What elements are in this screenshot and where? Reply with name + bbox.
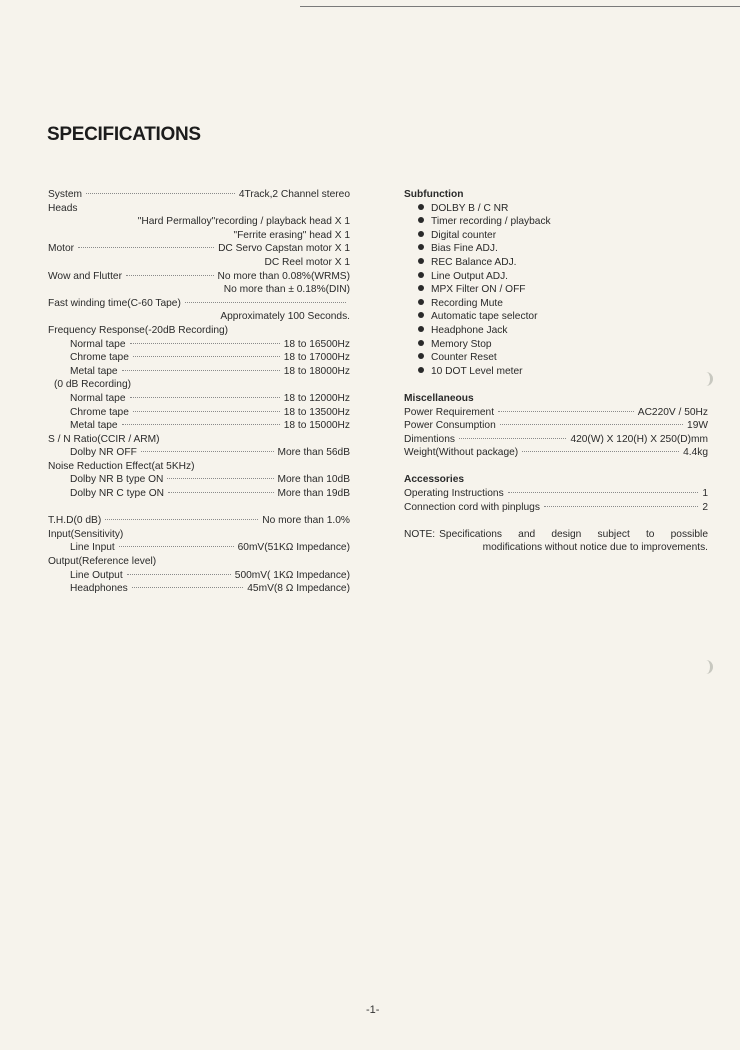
leader-dots	[127, 573, 231, 575]
specs-right-column	[404, 188, 708, 555]
spec-value: 18 to 15000Hz	[283, 420, 350, 432]
subfunction-item	[404, 338, 708, 352]
spec-label: Metal tape	[70, 420, 118, 432]
spec-value: No more than 1.0%	[262, 515, 350, 527]
miscellaneous-row	[404, 419, 708, 433]
leader-dots	[132, 586, 243, 588]
spec-label: Wow and Flutter	[48, 270, 122, 282]
spec-row	[48, 338, 350, 352]
subfunction-item	[404, 351, 708, 365]
spec-row	[48, 242, 350, 256]
spec-row	[48, 406, 350, 420]
page-title: SPECIFICATIONS	[47, 124, 201, 145]
miscellaneous-row	[404, 433, 708, 447]
bullet-icon	[418, 244, 424, 250]
spec-heading-line: Noise Reduction Effect(at 5KHz)	[48, 460, 195, 472]
spec-row	[48, 270, 350, 284]
spec-heading-line: Input(Sensitivity)	[48, 528, 124, 540]
spec-label: System	[48, 189, 82, 200]
bullet-icon	[418, 340, 424, 346]
subfunction-item	[404, 242, 708, 256]
spec-label: T.H.D(0 dB)	[48, 515, 102, 527]
spec-value: 18 to 12000Hz	[283, 392, 350, 404]
subfunction-text: Timer recording / playback	[431, 216, 551, 228]
spec-label: Connection cord with pinplugs	[404, 501, 540, 513]
subfunction-item	[404, 297, 708, 311]
subfunction-text: Digital counter	[431, 229, 497, 241]
subfunction-item	[404, 283, 708, 297]
subfunction-text: REC Balance ADJ.	[431, 256, 517, 268]
bullet-icon	[418, 258, 424, 264]
spec-value: 2	[702, 501, 708, 513]
leader-dots	[133, 355, 280, 357]
punch-hole-mark	[700, 660, 713, 674]
leader-dots	[122, 369, 280, 371]
spec-continuation	[48, 215, 350, 229]
spec-label: Power Requirement	[404, 406, 495, 418]
subfunction-text: Counter Reset	[431, 352, 497, 364]
subfunction-item	[404, 215, 708, 229]
spec-row	[48, 473, 350, 487]
spec-heading-line: Frequency Response(-20dB Recording)	[48, 324, 229, 336]
bullet-icon	[418, 231, 424, 237]
spec-heading-line: S / N Ratio(CCIR / ARM)	[48, 433, 160, 445]
spec-row	[48, 487, 350, 501]
subfunction-text: Bias Fine ADJ.	[431, 243, 498, 255]
accessories-heading: Accessories	[404, 474, 465, 486]
spec-value: 18 to 18000Hz	[283, 365, 350, 377]
spec-continuation	[48, 283, 350, 297]
spec-heading-line: (0 dB Recording)	[54, 379, 132, 391]
note-line-1: Specifications and design subject to possible	[439, 528, 708, 540]
accessories-list	[404, 487, 708, 514]
leader-dots	[130, 396, 280, 398]
leader-dots	[185, 301, 346, 303]
spec-label: Dolby NR C type ON	[70, 488, 164, 500]
spec-value: More than 19dB	[277, 488, 350, 500]
spec-label: Dolby NR OFF	[70, 447, 137, 459]
spec-value: Approximately 100 Seconds.	[220, 311, 350, 323]
leader-dots	[78, 246, 214, 248]
spec-row	[48, 351, 350, 365]
page-number: -1-	[366, 1004, 380, 1016]
spec-continuation	[48, 229, 350, 243]
subfunction-text: Memory Stop	[431, 338, 492, 350]
bullet-icon	[418, 367, 424, 373]
spec-value: AC220V / 50Hz	[637, 406, 708, 418]
specs-left-column	[48, 188, 350, 596]
subfunction-text: Automatic tape selector	[431, 311, 538, 323]
bullet-icon	[418, 312, 424, 318]
bullet-icon	[418, 204, 424, 210]
spec-label: Chrome tape	[70, 406, 129, 418]
leader-dots	[500, 423, 683, 425]
punch-hole-mark	[700, 372, 713, 386]
subfunction-text: Headphone Jack	[431, 324, 508, 336]
subfunction-item	[404, 270, 708, 284]
spec-label: Fast winding time(C-60 Tape)	[48, 297, 181, 309]
spec-heading-line: Heads	[48, 202, 78, 214]
spec-label: Operating Instructions	[404, 488, 504, 500]
leader-dots	[86, 192, 235, 194]
spec-label: Metal tape	[70, 365, 118, 377]
note-label: NOTE:	[404, 528, 436, 540]
spec-value: More than 56dB	[277, 447, 350, 459]
miscellaneous-list	[404, 406, 708, 460]
spec-value: "Ferrite erasing" head X 1	[233, 229, 350, 241]
spec-value: 4Track,2 Channel stereo	[238, 189, 350, 200]
leader-dots	[105, 518, 258, 520]
spec-value: DC Reel motor X 1	[264, 256, 350, 268]
bullet-icon	[418, 353, 424, 359]
bullet-icon	[418, 299, 424, 305]
leader-dots	[122, 423, 280, 425]
spec-row	[48, 582, 350, 596]
leader-dots	[459, 437, 566, 439]
subfunction-item	[404, 310, 708, 324]
miscellaneous-row	[404, 406, 708, 420]
note	[404, 528, 708, 542]
leader-dots	[522, 450, 679, 452]
spec-label: Weight(Without package)	[404, 447, 519, 459]
spec-value: 1	[702, 488, 708, 500]
top-rule	[300, 6, 740, 7]
spec-value: 4.4kg	[683, 447, 708, 459]
spec-value: 18 to 17000Hz	[283, 352, 350, 364]
leader-dots	[133, 410, 280, 412]
subfunction-item	[404, 202, 708, 216]
subfunction-item	[404, 365, 708, 379]
spec-row	[48, 446, 350, 460]
subfunction-text: MPX Filter ON / OFF	[431, 284, 526, 296]
subfunction-text: DOLBY B / C NR	[431, 202, 509, 214]
spec-value: 60mV(51KΩ Impedance)	[237, 542, 350, 554]
subfunction-text: Recording Mute	[431, 297, 503, 309]
subfunction-list	[404, 202, 708, 379]
accessories-row	[404, 487, 708, 501]
subfunction-text: 10 DOT Level meter	[431, 365, 523, 377]
spacer	[48, 501, 350, 515]
bullet-icon	[418, 217, 424, 223]
spec-row	[48, 188, 350, 202]
subfunction-item	[404, 324, 708, 338]
spec-row	[48, 365, 350, 379]
spec-row	[48, 297, 350, 311]
spec-value: No more than 0.08%(WRMS)	[217, 270, 350, 282]
spec-label: Dimentions	[404, 433, 455, 445]
spec-label: Chrome tape	[70, 352, 129, 364]
spec-label: Normal tape	[70, 392, 126, 404]
spec-value: 18 to 16500Hz	[283, 338, 350, 350]
spec-row	[48, 419, 350, 433]
leader-dots	[130, 342, 280, 344]
subfunction-text: Line Output ADJ.	[431, 270, 509, 282]
spec-value: DC Servo Capstan motor X 1	[218, 243, 350, 255]
spec-value: "Hard Permalloy"recording / playback head X 1	[137, 216, 350, 228]
leader-dots	[119, 545, 234, 547]
subfunction-item	[404, 229, 708, 243]
spec-continuation	[48, 256, 350, 270]
spec-row	[48, 514, 350, 528]
spec-value: 19W	[687, 420, 708, 432]
spec-label: Headphones	[70, 583, 128, 595]
spec-label: Line Output	[70, 569, 123, 581]
leader-dots	[544, 505, 698, 507]
note-line-2: modifications without notice due to improvements.	[482, 542, 708, 554]
spec-label: Line Input	[70, 542, 115, 554]
spec-label: Motor	[48, 243, 75, 255]
spec-value: No more than ± 0.18%(DIN)	[223, 284, 350, 296]
spec-value: More than 10dB	[277, 474, 350, 486]
leader-dots	[168, 491, 274, 493]
spec-label: Power Consumption	[404, 420, 496, 432]
miscellaneous-heading: Miscellaneous	[404, 392, 474, 404]
leader-dots	[141, 450, 274, 452]
miscellaneous-row	[404, 446, 708, 460]
spec-value: 420(W) X 120(H) X 250(D)mm	[570, 433, 708, 445]
note-line-2-wrap	[404, 541, 708, 555]
leader-dots	[126, 274, 214, 276]
spec-value: 45mV(8 Ω Impedance)	[247, 583, 350, 595]
bullet-icon	[418, 272, 424, 278]
leader-dots	[498, 410, 634, 412]
spec-value: 500mV( 1KΩ Impedance)	[234, 569, 350, 581]
spec-label: Dolby NR B type ON	[70, 474, 164, 486]
spec-heading-line: Output(Reference level)	[48, 556, 157, 568]
spec-label: Normal tape	[70, 338, 126, 350]
spec-continuation	[48, 310, 350, 324]
leader-dots	[167, 477, 273, 479]
bullet-icon	[418, 285, 424, 291]
leader-dots	[508, 491, 699, 493]
spec-value: 18 to 13500Hz	[283, 406, 350, 418]
subfunction-heading: Subfunction	[404, 189, 464, 200]
spec-row	[48, 392, 350, 406]
subfunction-item	[404, 256, 708, 270]
spec-row	[48, 569, 350, 583]
accessories-row	[404, 501, 708, 515]
bullet-icon	[418, 326, 424, 332]
spec-row	[48, 541, 350, 555]
